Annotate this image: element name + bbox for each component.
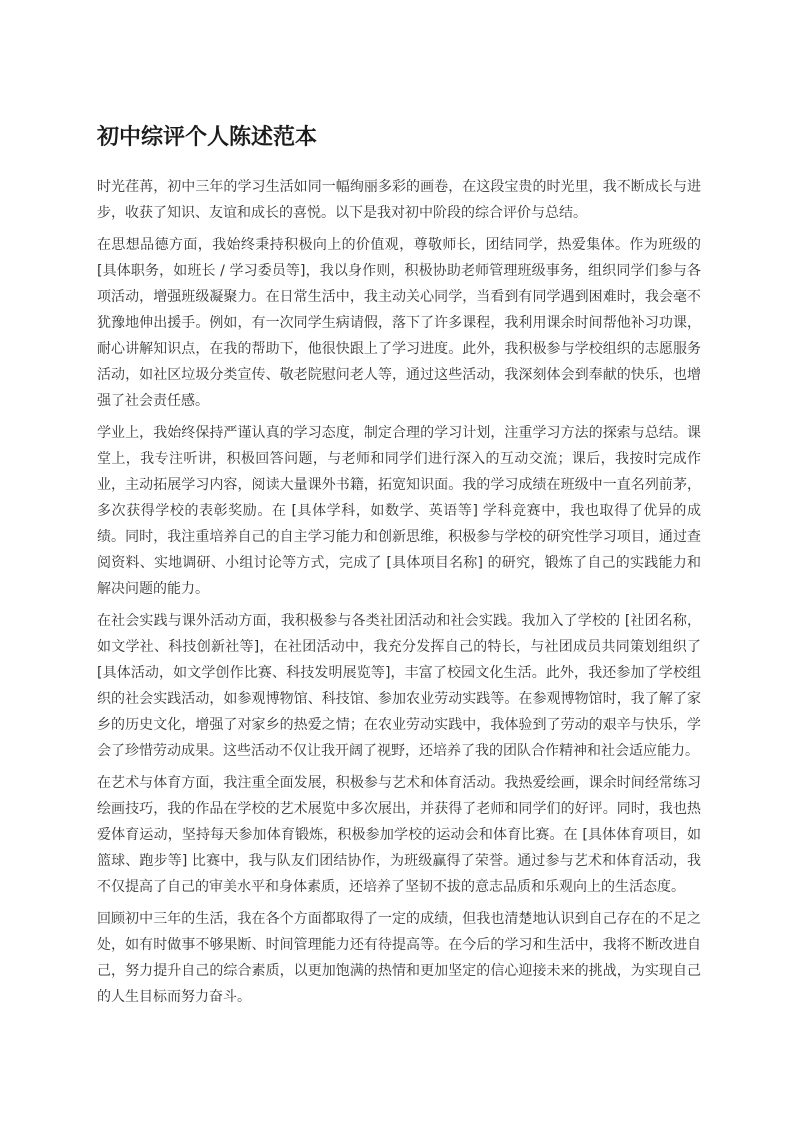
paragraph-conclusion: 回顾初中三年的生活，我在各个方面都取得了一定的成绩，但我也清楚地认识到自己存在的不足之处，如有时做事不够果断、时间管理能力还有待提高等。在今后的学习和生活中，我将不断改进自己，努力提升自己的综合素质，以更加饱满的热情和更加坚定的信心迎接未来的挑战，为实现自己的人生目标而努力奋斗。 bbox=[97, 911, 701, 1005]
document-title: 初中综评个人陈述范本 bbox=[97, 125, 318, 150]
document-body bbox=[97, 122, 701, 1016]
paragraph-arts-sports: 在艺术与体育方面，我注重全面发展，积极参与艺术和体育活动。我热爱绘画，课余时间经常练习绘画技巧，我的作品在学校的艺术展览中多次展出，并获得了老师和同学们的好评。同时，我也热爱体育运动，坚持每天参加体育锻炼，积极参加学校的运动会和体育比赛。在 [具体体育项目，如篮球、跑步等] 比赛中，我与队友们团结协作，为班级赢得了荣誉。通过参与艺术和体育活动，我不仅提高了自己的审美水平和身体素质，还培养了坚韧不拔的意志品质和乐观向上的生活态度。 bbox=[97, 775, 701, 895]
paragraph-intro: 时光荏苒，初中三年的学习生活如同一幅绚丽多彩的画卷，在这段宝贵的时光里，我不断成长与进步，收获了知识、友谊和成长的喜悦。以下是我对初中阶段的综合评价与总结。 bbox=[97, 179, 701, 221]
paragraph-social-practice: 在社会实践与课外活动方面，我积极参与各类社团活动和社会实践。我加入了学校的 [社团名称，如文学社、科技创新社等]，在社团活动中，我充分发挥自己的特长，与社团成员共同策划组织了 [具体活动，如文学创作比赛、科技发明展览等]，丰富了校园文化生活。此外，我还参加了学校组织的社会实践活动，如参观博物馆、科技馆、参加农业劳动实践等。在参观博物馆时，我了解了家乡的历史文化，增强了对家乡的热爱之情；在农业劳动实践中，我体验到了劳动的艰辛与快乐，学会了珍惜劳动成果。这些活动不仅让我开阔了视野，还培养了我的团队合作精神和社会适应能力。 bbox=[97, 613, 701, 759]
paragraph-academic: 学业上，我始终保持严谨认真的学习态度，制定合理的学习计划，注重学习方法的探索与总结。课堂上，我专注听讲，积极回答问题，与老师和同学们进行深入的互动交流；课后，我按时完成作业，主动拓展学习内容，阅读大量课外书籍，拓宽知识面。我的学习成绩在班级中一直名列前茅，多次获得学校的表彰奖励。在 [具体学科，如数学、英语等] 学科竞赛中，我也取得了优异的成绩。同时，我注重培养自己的自主学习能力和创新思维，积极参与学校的研究性学习项目，通过查阅资料、实地调研、小组讨论等方式，完成了 [具体项目名称] 的研究，锻炼了自己的实践能力和解决问题的能力。 bbox=[97, 425, 701, 597]
paragraph-moral: 在思想品德方面，我始终秉持积极向上的价值观，尊敬师长，团结同学，热爱集体。作为班级的 [具体职务，如班长 / 学习委员等]，我以身作则，积极协助老师管理班级事务，组织同学们参与各项活动，增强班级凝聚力。在日常生活中，我主动关心同学，当看到有同学遇到困难时，我会毫不犹豫地伸出援手。例如，有一次同学生病请假，落下了许多课程，我利用课余时间帮他补习功课，耐心讲解知识点，在我的帮助下，他很快跟上了学习进度。此外，我积极参与学校组织的志愿服务活动，如社区垃圾分类宣传、敬老院慰问老人等，通过这些活动，我深刻体会到奉献的快乐，也增强了社会责任感。 bbox=[97, 237, 701, 409]
